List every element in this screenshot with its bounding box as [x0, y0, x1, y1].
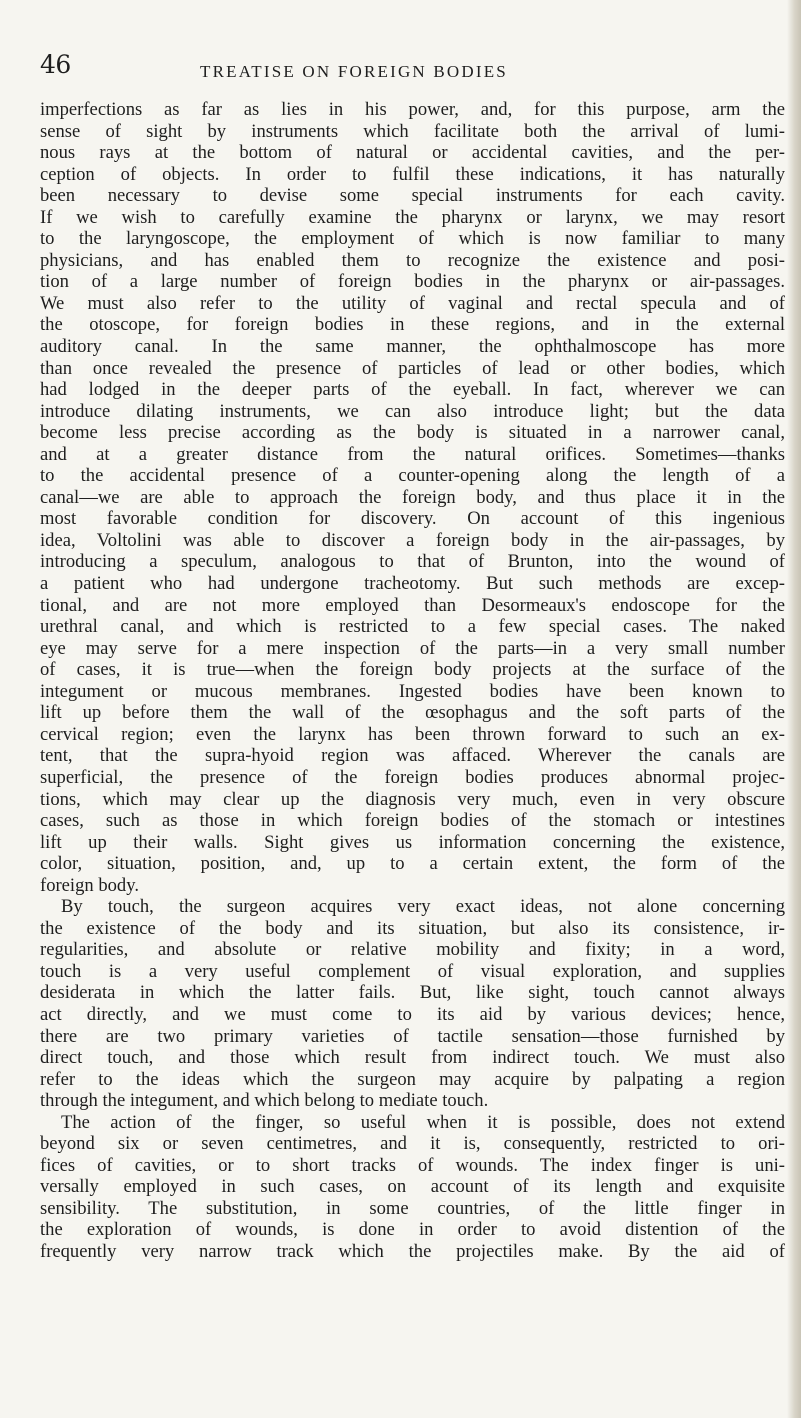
text-line: integument or mucous membranes. Ingested bodies have been known to — [40, 680, 785, 702]
text-line: had lodged in the deeper parts of the eyeball. In fact, wherever we can — [40, 379, 785, 401]
text-line: imperfections as far as lies in his power, and, for this purpose, arm the — [40, 99, 785, 120]
text-line: cervical region; even the larynx has been thrown forward to such an ex- — [40, 723, 785, 745]
text-line: touch is a very useful complement of visual exploration, and supplies — [40, 960, 785, 982]
text-line: the existence of the body and its situation, but also its consistence, ir- — [40, 917, 785, 939]
text-line: tent, that the supra-hyoid region was affaced. Wherever the canals are — [40, 745, 785, 767]
text-line: sense of sight by instruments which facilitate both the arrival of lumi- — [40, 120, 785, 142]
text-line: idea, Voltolini was able to discover a foreign body in the air-passages, by — [40, 529, 785, 551]
text-line: color, situation, position, and, up to a certain extent, the form of the — [40, 853, 785, 875]
paragraph — [40, 896, 785, 1111]
text-line: physicians, and has enabled them to recognize the existence and posi- — [40, 249, 785, 271]
text-line: eye may serve for a mere inspection of the parts—in a very small number — [40, 637, 785, 659]
text-line: lift up their walls. Sight gives us information concerning the existence, — [40, 831, 785, 853]
text-line: tional, and are not more employed than Desormeaux's endoscope for the — [40, 594, 785, 616]
text-line: to the accidental presence of a counter-opening along the length of a — [40, 465, 785, 487]
text-line: a patient who had undergone tracheotomy. But such methods are excep- — [40, 573, 785, 595]
paragraph — [40, 99, 785, 896]
text-line: foreign body. — [40, 874, 139, 896]
text-line: the exploration of wounds, is done in order to avoid distention of the — [40, 1219, 785, 1241]
text-line: become less precise according as the body is situated in a narrower canal, — [40, 422, 785, 444]
text-line: direct touch, and those which result from indirect touch. We must also — [40, 1047, 785, 1069]
text-line: through the integument, and which belong to mediate touch. — [40, 1090, 489, 1112]
text-line: introduce dilating instruments, we can also introduce light; but the data — [40, 400, 785, 422]
text-line: versally employed in such cases, on account of its length and exquisite — [40, 1176, 785, 1198]
text-line: ception of objects. In order to fulfil these indications, it has naturally — [40, 163, 785, 185]
text-line: act directly, and we must come to its aid by various devices; hence, — [40, 1003, 785, 1025]
text-line: nous rays at the bottom of natural or accidental cavities, and the per- — [40, 142, 785, 164]
text-line: introducing a speculum, analogous to that of Brunton, into the wound of — [40, 551, 785, 573]
text-line: most favorable condition for discovery. On account of this ingenious — [40, 508, 785, 530]
text-line: the otoscope, for foreign bodies in these regions, and in the external — [40, 314, 785, 336]
text-line: and at a greater distance from the natural orifices. Sometimes—thanks — [40, 443, 785, 465]
page-edge-shadow — [787, 0, 801, 1418]
text-line: By touch, the surgeon acquires very exact ideas, not alone concerning — [61, 896, 785, 918]
text-line: urethral canal, and which is restricted to a few special cases. The naked — [40, 616, 785, 638]
text-line: beyond six or seven centimetres, and it is, consequently, restricted to ori- — [40, 1133, 785, 1155]
text-line: canal—we are able to approach the foreign body, and thus place it in the — [40, 486, 785, 508]
text-line: auditory canal. In the same manner, the ophthalmoscope has more — [40, 336, 785, 358]
text-line: been necessary to devise some special instruments for each cavity. — [40, 185, 785, 207]
text-line: The action of the finger, so useful when it is possible, does not extend — [61, 1111, 785, 1133]
text-line: tions, which may clear up the diagnosis very much, even in very obscure — [40, 788, 785, 810]
text-line: We must also refer to the utility of vaginal and rectal specula and of — [40, 292, 785, 314]
paragraph — [40, 1112, 785, 1263]
text-line: If we wish to carefully examine the pharynx or larynx, we may resort — [40, 206, 785, 228]
text-line: refer to the ideas which the surgeon may acquire by palpating a region — [40, 1068, 785, 1090]
page-header — [40, 50, 740, 86]
text-line: to the laryngoscope, the employment of which is now familiar to many — [40, 228, 785, 250]
text-line: superficial, the presence of the foreign bodies produces abnormal projec- — [40, 766, 785, 788]
text-line: of cases, it is true—when the foreign body projects at the surface of the — [40, 659, 785, 681]
text-line: cases, such as those in which foreign bodies of the stomach or intestines — [40, 810, 785, 832]
text-line: tion of a large number of foreign bodies in the pharynx or air-passages. — [40, 271, 785, 293]
text-line: fices of cavities, or to short tracks of wounds. The index finger is uni- — [40, 1154, 785, 1176]
page-number: 46 — [40, 50, 71, 79]
text-line: there are two primary varieties of tactile sensation—those furnished by — [40, 1025, 785, 1047]
text-line: frequently very narrow track which the projectiles make. By the aid of — [40, 1240, 785, 1262]
text-line: sensibility. The substitution, in some countries, of the little finger in — [40, 1197, 785, 1219]
text-line: regularities, and absolute or relative mobility and fixity; in a word, — [40, 939, 785, 961]
text-line: than once revealed the presence of particles of lead or other bodies, which — [40, 357, 785, 379]
body-text — [40, 99, 785, 1263]
text-line: desiderata in which the latter fails. But, like sight, touch cannot always — [40, 982, 785, 1004]
text-line: lift up before them the wall of the œsophagus and the soft parts of the — [40, 702, 785, 724]
running-head: TREATISE ON FOREIGN BODIES — [200, 62, 508, 81]
